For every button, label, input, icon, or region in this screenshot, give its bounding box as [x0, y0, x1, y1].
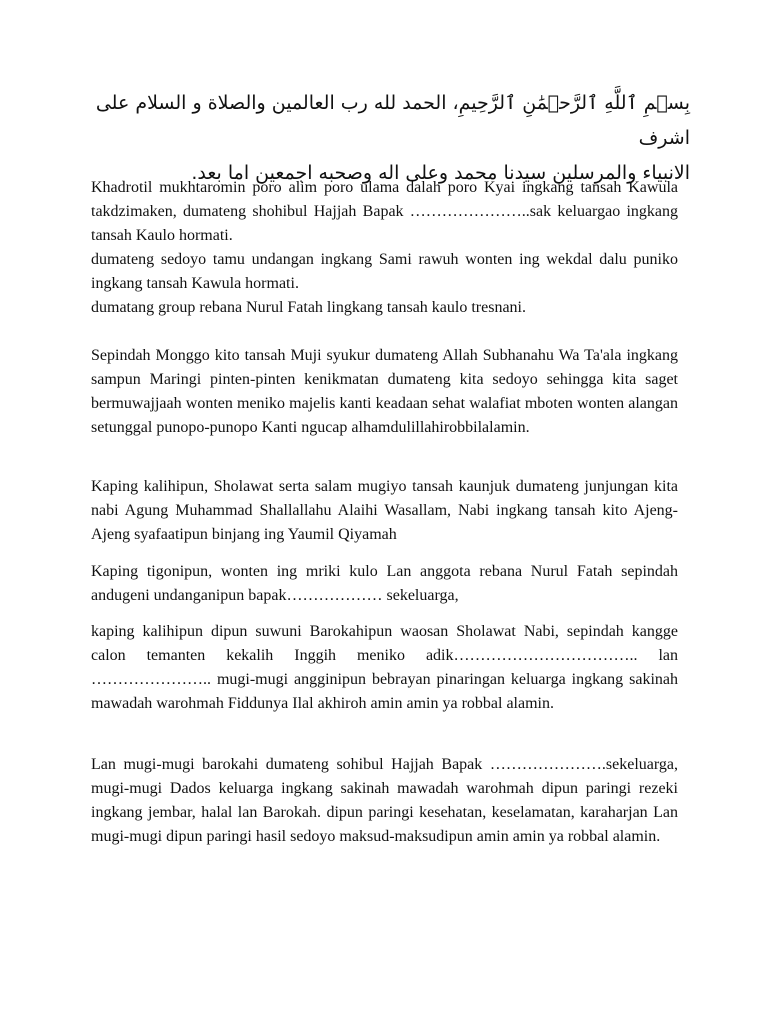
paragraph-penutup: Lan mugi-mugi barokahi dumateng sohibul Hajjah Bapak ………………….sekeluarga, mugi-mugi Dados keluarga ingkang sakinah mawadah warohmah dipun paringi rezeki ingkang jembar, halal lan Barokah. dipun paringi kesehatan, keselamatan, karaharjan Lan mugi-mugi dipun paringi hasil sedoyo maksud-maksudipun amin amin ya robbal alamin.: [91, 756, 678, 845]
greeting-paragraph-rebana-group: dumatang group rebana Nurul Fatah lingkang tansah kaulo tresnani.: [91, 299, 526, 316]
greeting-paragraph-honored-guests: Khadrotil mukhtaromin poro alim poro ulama dalah poro Kyai ingkang tansah Kawula takdzimaken, dumateng shohibul Hajjah Bapak …………………..sak keluargao ingkang tansah Kaulo hormati.: [91, 179, 678, 244]
paragraph-sholawat: Kaping kalihipun, Sholawat serta salam mugiyo tansah kaunjuk dumateng junjungan kita nabi Agung Muhammad Shallallahu Alaihi Wasallam, Nabi ingkang tansah kito Ajeng-Ajeng syafaatipun binjang ing Yaumil Qiyamah: [91, 478, 678, 543]
arabic-opening-line-2: الانبياء والمرسلين سيدنا محمد وعلى اله وصحبه اجمعين اما بعد.: [191, 162, 690, 184]
arabic-opening-line-1: بِسۡمِ ٱللَّهِ ٱلرَّحۡمَٰنِ ٱلرَّحِيمِ، الحمد لله رب العالمين والصلاة و السلام على اشرف: [95, 92, 690, 149]
paragraph-syukur: Sepindah Monggo kito tansah Muji syukur dumateng Allah Subhanahu Wa Ta'ala ingkang sampun Maringi pinten-pinten kenikmatan dumateng kita sedoyo sehingga kita saget bermuwajjaah wonten meniko majelis kanti keadaan sehat walafiat mboten wonten alangan setunggal punopo-punopo Kanti ngucap alhamdulillahirobbilalamin.: [91, 347, 678, 436]
paragraph-tigonipun: Kaping tigonipun, wonten ing mriki kulo Lan anggota rebana Nurul Fatah sepindah andugeni undanganipun bapak……………… sekeluarga,: [91, 563, 678, 604]
greeting-paragraph-invited-guests: dumateng sedoyo tamu undangan ingkang Sami rawuh wonten ing wekdal dalu puniko ingkang tansah Kawula hormati.: [91, 251, 678, 292]
paragraph-doa-calon-temanten: kaping kalihipun dipun suwuni Barokahipun waosan Sholawat Nabi, sepindah kangge calon temanten kekalih Inggih meniko adik…………………………….. lan ………………….. mugi-mugi angginipun bebrayan pinaringan keluarga ingkang sakinah mawadah warohmah Fiddunya Ilal akhiroh amin amin ya robbal alamin.: [91, 623, 678, 712]
